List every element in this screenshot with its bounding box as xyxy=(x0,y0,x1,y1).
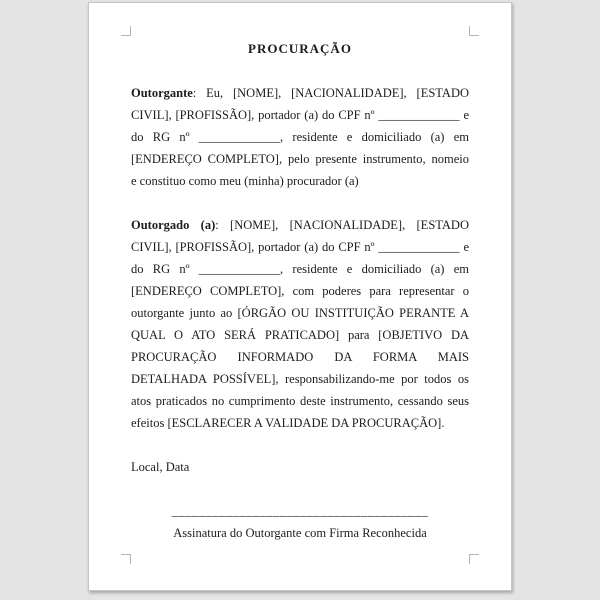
margin-mark-top-right-icon xyxy=(469,26,479,36)
paragraph-line xyxy=(131,258,469,280)
paragraph-line xyxy=(131,126,469,148)
signature-block xyxy=(131,500,469,544)
line-text: do RG nº _____________, residente e domiciliado (a) em xyxy=(131,130,469,144)
paragraph-line xyxy=(131,148,469,170)
paragraph-line xyxy=(131,368,469,390)
paragraph-line xyxy=(131,412,469,434)
paragraph-line xyxy=(131,104,469,126)
signature-line: ______________________________________ xyxy=(171,504,429,518)
line-text: do RG nº _____________, residente e domiciliado (a) em xyxy=(131,262,469,276)
document-title: PROCURAÇÃO xyxy=(248,41,352,56)
line-text: [ENDEREÇO COMPLETO], pelo presente instrumento, nomeio xyxy=(131,152,469,166)
margin-mark-bottom-left-icon xyxy=(121,554,131,564)
paragraph-line xyxy=(131,302,469,324)
line-text: efeitos [ESCLARECER A VALIDADE DA PROCURAÇÃO]. xyxy=(131,416,445,430)
paragraph-line xyxy=(131,280,469,302)
line-text: : Eu, [NOME], [NACIONALIDADE], [ESTADO xyxy=(192,86,469,100)
margin-mark-bottom-right-icon xyxy=(469,554,479,564)
line-text: outorgante junto ao [ÓRGÃO OU INSTITUIÇÃO PERANTE A xyxy=(131,306,469,320)
line-text: atos praticados no cumprimento deste instrumento, cessando seus xyxy=(131,394,469,408)
margin-mark-top-left-icon xyxy=(121,26,131,36)
line-text: : [NOME], [NACIONALIDADE], [ESTADO xyxy=(215,218,469,232)
paragraph-outorgado xyxy=(131,214,469,434)
document-content xyxy=(131,38,469,544)
line-text: DETALHADA POSSÍVEL], responsabilizando-me por todos os xyxy=(131,372,469,386)
paragraph-line xyxy=(131,390,469,412)
line-text: e constituo como meu (minha) procurador (a) xyxy=(131,174,359,188)
line-text: [ENDEREÇO COMPLETO], com poderes para representar o xyxy=(131,284,469,298)
paragraph-line xyxy=(131,214,469,236)
closing-local-data: Local, Data xyxy=(131,460,190,474)
paragraph-line xyxy=(131,236,469,258)
paragraph-line xyxy=(131,324,469,346)
paragraph-outorgante xyxy=(131,82,469,192)
document-page xyxy=(88,2,512,591)
line-text: CIVIL], [PROFISSÃO], portador (a) do CPF nº _____________ e xyxy=(131,240,469,254)
outorgado-label: Outorgado (a) xyxy=(131,218,216,232)
line-text: QUAL O ATO SERÁ PRATICADO] para [OBJETIVO DA xyxy=(131,328,469,342)
paragraph-line xyxy=(131,82,469,104)
paragraph-line xyxy=(131,346,469,368)
signature-label: Assinatura do Outorgante com Firma Reconhecida xyxy=(173,526,427,540)
line-text: CIVIL], [PROFISSÃO], portador (a) do CPF nº _____________ e xyxy=(131,108,469,122)
outorgante-label: Outorgante xyxy=(131,86,193,100)
line-text: PROCURAÇÃO INFORMADO DA FORMA MAIS xyxy=(131,350,469,364)
paragraph-line xyxy=(131,170,469,192)
